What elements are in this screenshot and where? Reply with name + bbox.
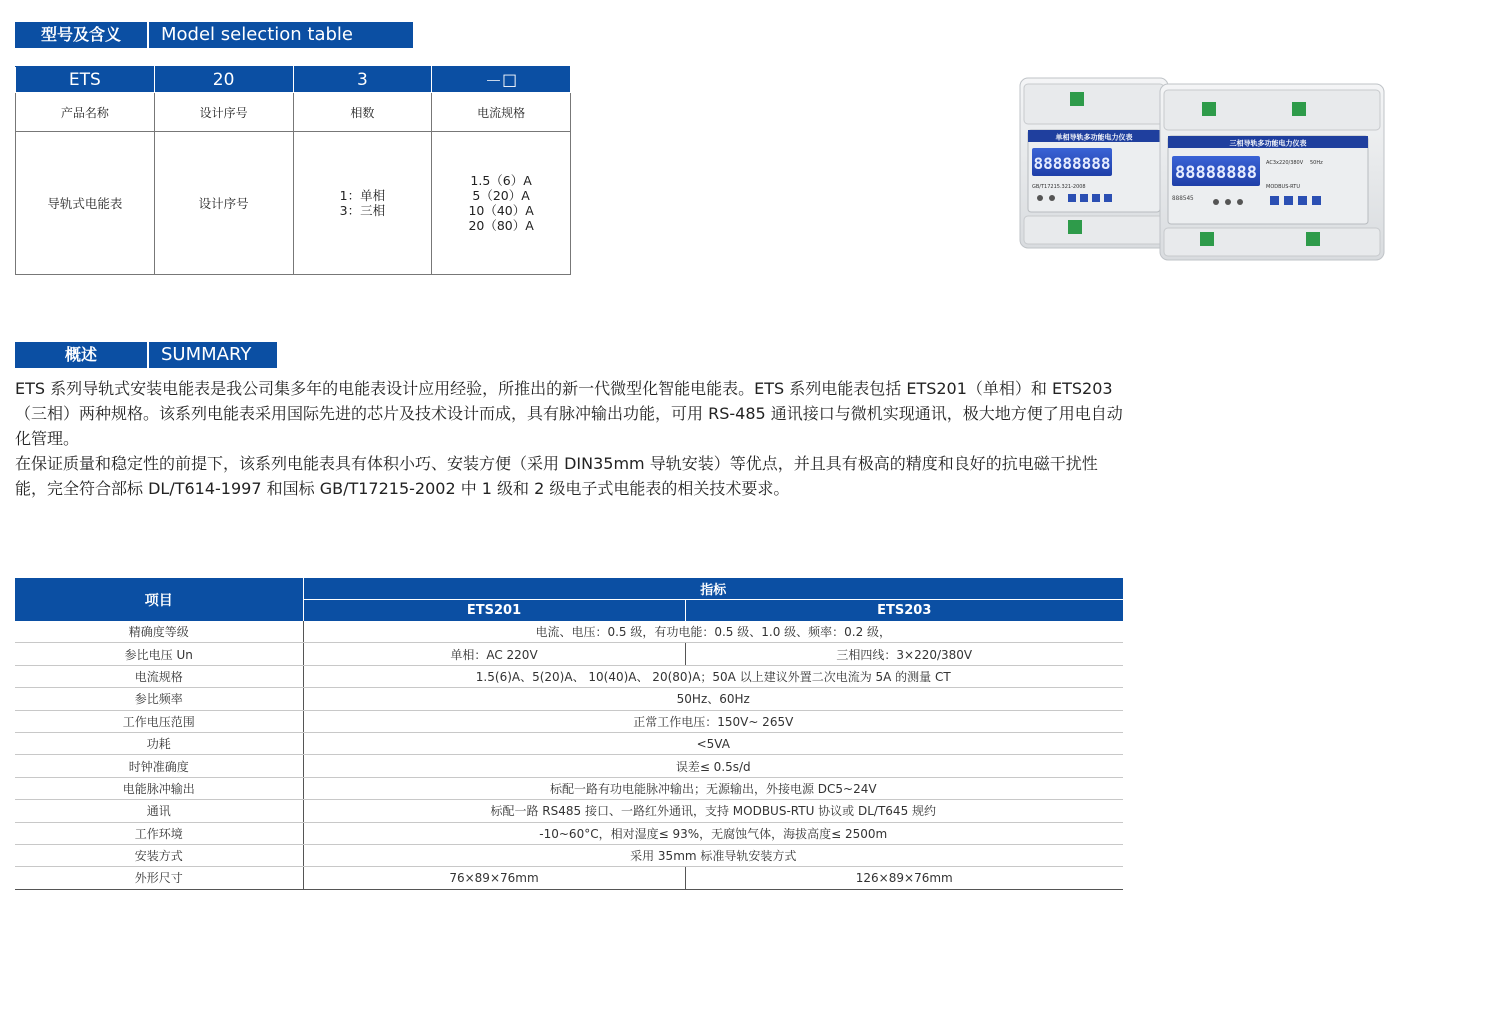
table-row [15, 621, 1123, 643]
spec-value: 标配一路 RS485 接口、一路红外通讯，支持 MODBUS-RTU 协议或 DL/T645 规约 [303, 800, 1123, 822]
spec-label: 电流规格 [15, 665, 303, 687]
model-label-product-name: 产品名称 [16, 93, 155, 132]
spec-label: 时钟准确度 [15, 755, 303, 777]
spec-label: 工作环境 [15, 822, 303, 844]
spec-header-ets203: ETS203 [685, 600, 1123, 622]
product-photo-din-rail-meters [1010, 70, 1390, 265]
table-row [15, 710, 1123, 732]
spec-label: 电能脉冲输出 [15, 777, 303, 799]
table-row [15, 844, 1123, 866]
table-row [15, 688, 1123, 710]
spec-header-main: 指标 [303, 578, 1123, 600]
spec-label: 参比频率 [15, 688, 303, 710]
table-row [15, 777, 1123, 799]
model-value-product-name: 导轨式电能表 [16, 132, 155, 275]
spec-value: 误差≤ 0.5s/d [303, 755, 1123, 777]
spec-value-ets201: 单相：AC 220V [303, 643, 685, 665]
spec-value: 50Hz、60Hz [303, 688, 1123, 710]
meter2-serial: 888545 [1172, 195, 1194, 202]
spec-header-item: 项目 [15, 578, 303, 621]
model-value-design-no: 设计序号 [154, 132, 293, 275]
model-selection-table [15, 66, 571, 275]
model-code-current: －☐ [432, 67, 571, 93]
spec-value-ets203: 126×89×76mm [685, 867, 1123, 889]
summary-text [15, 376, 1127, 501]
spec-value: 电流、电压：0.5 级，有功电能：0.5 级、1.0 级、频率：0.2 级， [303, 621, 1123, 643]
model-section-title-en: Model selection table [147, 22, 413, 48]
model-code-series: ETS [16, 67, 155, 93]
model-label-design-no: 设计序号 [154, 93, 293, 132]
table-row [15, 665, 1123, 687]
table-row [15, 732, 1123, 754]
model-code-design: 20 [154, 67, 293, 93]
spec-value: <5VA [303, 732, 1123, 754]
summary-section-title-en: SUMMARY [147, 342, 277, 368]
model-table-header-row [16, 67, 571, 93]
spec-label: 精确度等级 [15, 621, 303, 643]
spec-label: 功耗 [15, 732, 303, 754]
meter2-spec: AC3x220/380V [1266, 160, 1304, 166]
table-row [15, 867, 1123, 889]
meter2-title: 三相导轨多功能电力仪表 [1229, 139, 1307, 148]
spec-value: -10~60°C，相对湿度≤ 93%，无腐蚀气体，海拔高度≤ 2500m [303, 822, 1123, 844]
summary-paragraph-1: ETS 系列导轨式安装电能表是我公司集多年的电能表设计应用经验，所推出的新一代微型化智能电能表。ETS 系列电能表包括 ETS201（单相）和 ETS203（三相）两种规格。该系列电能表采用国际先进的芯片及技术设计而成，具有脉冲输出功能，可用 RS-485 通讯接口与微机实现通讯，极大地方便了用电自动化管理。 [15, 379, 1123, 448]
table-row [15, 800, 1123, 822]
spec-value-ets201: 76×89×76mm [303, 867, 685, 889]
model-value-current-spec: 1.5（6）A 5（20）A 10（40）A 20（80）A [432, 132, 571, 275]
summary-paragraph-2: 在保证质量和稳定性的前提下，该系列电能表具有体积小巧、安装方便（采用 DIN35mm 导轨安装）等优点，并且具有极高的精度和良好的抗电磁干扰性能，完全符合部标 DL/T614-1997 和国标 GB/T17215-2002 中 1 级和 2 级电子式电能表的相关技术要求。 [15, 454, 1098, 498]
spec-label: 安装方式 [15, 844, 303, 866]
model-label-current-spec: 电流规格 [432, 93, 571, 132]
model-table-label-row [16, 93, 571, 132]
model-code-phase: 3 [293, 67, 432, 93]
table-row [15, 822, 1123, 844]
meter2-freq: 50Hz [1310, 160, 1323, 166]
summary-section-title-cn: 概述 [15, 342, 147, 368]
model-section-title-cn: 型号及含义 [15, 22, 147, 48]
spec-value: 采用 35mm 标准导轨安装方式 [303, 844, 1123, 866]
spec-header-ets201: ETS201 [303, 600, 685, 622]
summary-section-header [15, 342, 277, 368]
model-table-value-row [16, 132, 571, 275]
model-label-phase: 相数 [293, 93, 432, 132]
meter2-lcd-digits: 88888888 [1175, 163, 1257, 183]
table-row [15, 755, 1123, 777]
spec-label: 通讯 [15, 800, 303, 822]
meter-single-phase [1020, 78, 1168, 248]
model-section-header [15, 22, 413, 48]
spec-value-ets203: 三相四线：3×220/380V [685, 643, 1123, 665]
spec-label: 外形尺寸 [15, 867, 303, 889]
spec-value: 正常工作电压：150V~ 265V [303, 710, 1123, 732]
meter-three-phase [1160, 84, 1384, 260]
meter2-protocol: MODBUS-RTU [1266, 184, 1300, 190]
spec-table [15, 578, 1123, 890]
meter1-standard: GB/T17215.321-2008 [1032, 184, 1086, 190]
meter1-title: 单相导轨多功能电力仪表 [1055, 133, 1133, 142]
model-value-phase: 1：单相 3：三相 [293, 132, 432, 275]
spec-value: 标配一路有功电能脉冲输出；无源输出，外接电源 DC5~24V [303, 777, 1123, 799]
table-row [15, 643, 1123, 665]
spec-label: 工作电压范围 [15, 710, 303, 732]
meter1-lcd-digits: 88888888 [1033, 154, 1111, 173]
spec-label: 参比电压 Un [15, 643, 303, 665]
spec-value: 1.5(6)A、5(20)A、 10(40)A、 20(80)A；50A 以上建议外置二次电流为 5A 的测量 CT [303, 665, 1123, 687]
